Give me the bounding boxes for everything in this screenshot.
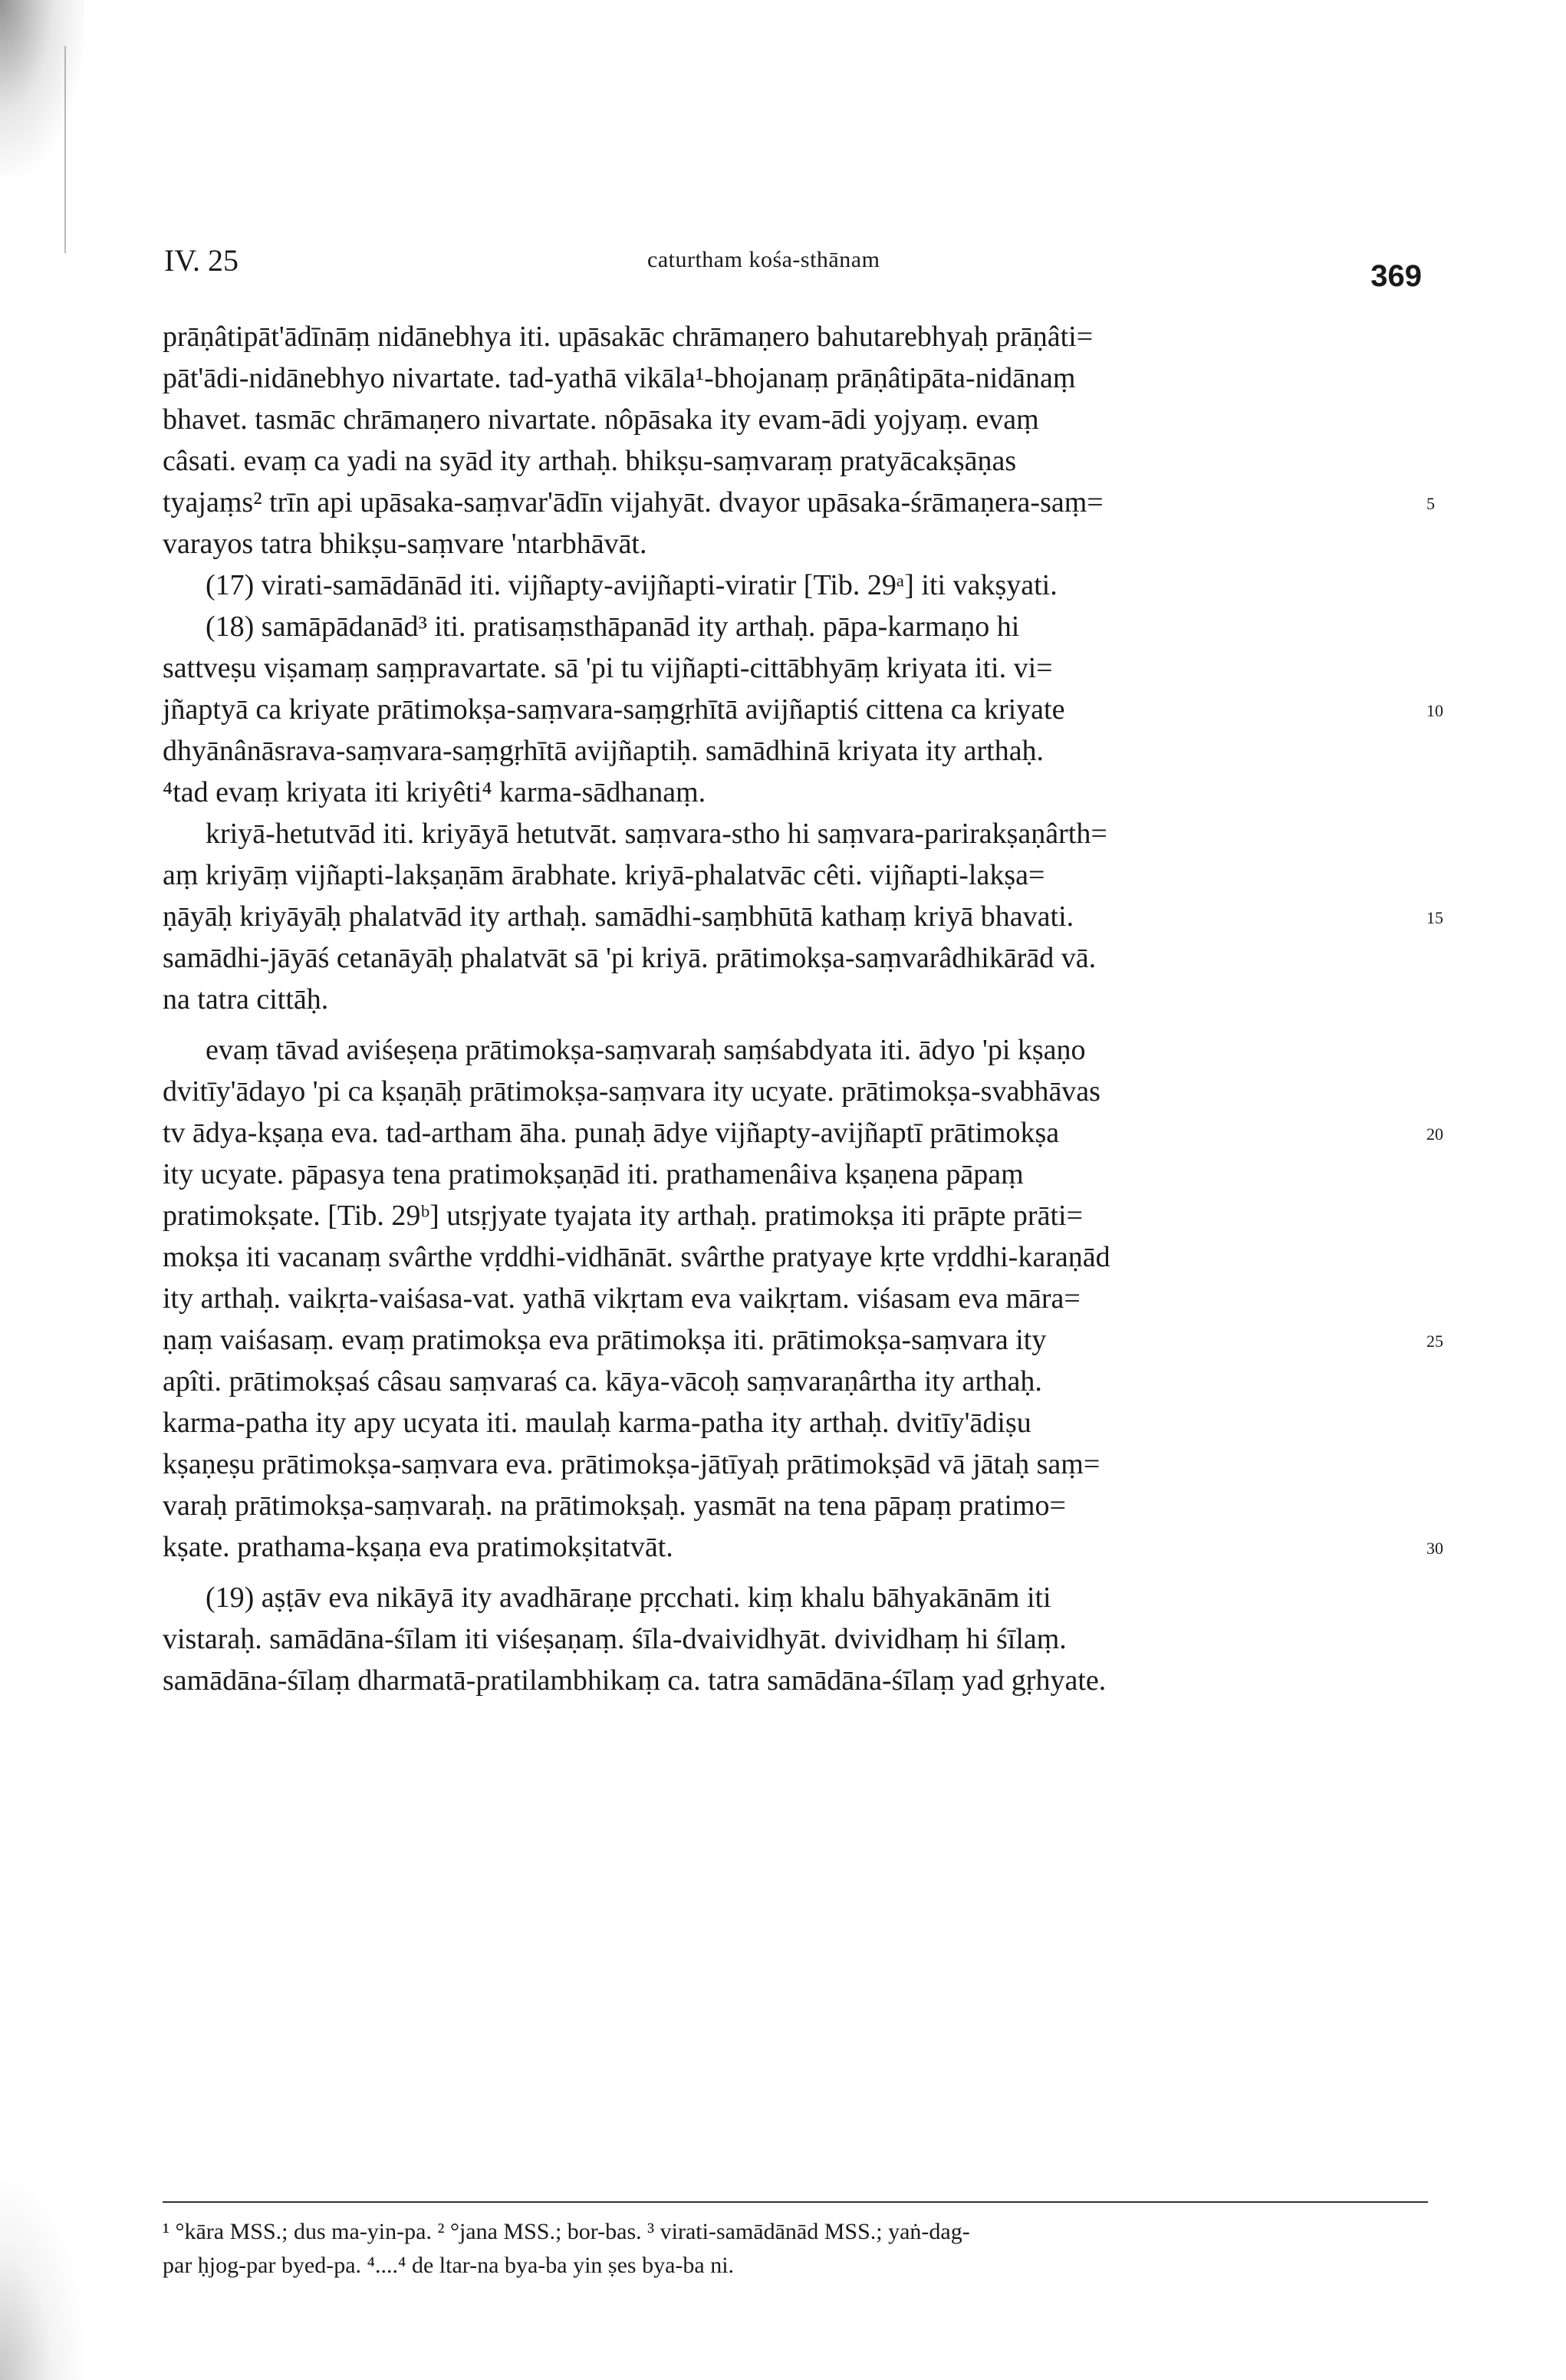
line-text: prāṇâtipāt'ādīnāṃ nidānebhya iti. upāsakāc chrāmaṇero bahutarebhyaḥ prāṇâti= bbox=[163, 321, 1094, 353]
line-text: sattveṣu viṣamaṃ saṃpravartate. sā 'pi tu vijñapti-cittābhyāṃ kriyata iti. vi= bbox=[163, 652, 1053, 684]
footnote-divider bbox=[163, 2201, 1428, 2203]
running-head bbox=[164, 242, 1422, 296]
line-text: (17) virati-samādānād iti. vijñapty-avijñapti-viratir [Tib. 29ᵃ] iti vakṣyati. bbox=[206, 569, 1058, 601]
line-number: 15 bbox=[1426, 908, 1443, 927]
line-text: samādāna-śīlaṃ dharmatā-pratilambhikaṃ ca. tatra samādāna-śīlaṃ yad gṛhyate. bbox=[163, 1664, 1107, 1697]
line-text: pratimokṣate. [Tib. 29ᵇ] utsṛjyate tyajata ity arthaḥ. pratimokṣa iti prāpte prāti= bbox=[163, 1200, 1083, 1232]
text-line bbox=[163, 1443, 1420, 1485]
text-line bbox=[163, 523, 1420, 565]
line-text: bhavet. tasmāc chrāmaṇero nivartate. nôpāsaka ity evam-ādi yojyaṃ. evaṃ bbox=[163, 403, 1039, 436]
line-text: tv ādya-kṣaṇa eva. tad-artham āha. punaḥ ādye vijñapty-avijñaptī prātimokṣa bbox=[163, 1117, 1060, 1149]
page-number: 369 bbox=[1370, 259, 1422, 293]
line-text: jñaptyā ca kriyate prātimokṣa-saṃvara-saṃgṛhītā avijñaptiś cittena ca kriyate bbox=[163, 693, 1065, 726]
text-line bbox=[163, 1071, 1420, 1112]
line-number: 10 bbox=[1426, 701, 1443, 720]
text-line bbox=[163, 1236, 1420, 1278]
text-line bbox=[163, 1526, 1443, 1568]
text-line bbox=[163, 565, 1420, 606]
text-line bbox=[163, 1618, 1420, 1660]
line-text: (19) aṣṭāv eva nikāyā ity avadhāraṇe pṛcchati. kiṃ khalu bāhyakānām iti bbox=[206, 1582, 1051, 1614]
text-line bbox=[163, 1029, 1420, 1071]
text-line bbox=[163, 1577, 1420, 1618]
line-text: dhyānânāsrava-saṃvara-saṃgṛhītā avijñaptiḥ. samādhinā kriyata ity arthaḥ. bbox=[163, 735, 1045, 767]
line-text: na tatra cittāḥ. bbox=[163, 983, 329, 1016]
line-number: 5 bbox=[1426, 494, 1435, 513]
text-line bbox=[163, 1402, 1420, 1443]
text-line bbox=[163, 482, 1435, 523]
text-line bbox=[163, 813, 1420, 854]
line-text: ity arthaḥ. vaikṛta-vaiśasa-vat. yathā vikṛtam eva vaikṛtam. viśasam eva māra= bbox=[163, 1282, 1081, 1315]
text-line bbox=[163, 1195, 1420, 1236]
line-text: câsati. evaṃ ca yadi na syād ity arthaḥ. bhikṣu-saṃvaraṃ pratyācakṣāṇas bbox=[163, 445, 1017, 477]
text-line bbox=[163, 357, 1420, 399]
line-text: ⁴tad evaṃ kriyata iti kriyêti⁴ karma-sādhanaṃ. bbox=[163, 776, 706, 808]
text-line bbox=[163, 1319, 1443, 1361]
line-text: kriyā-hetutvād iti. kriyāyā hetutvāt. saṃvara-stho hi saṃvara-parirakṣaṇârth= bbox=[206, 818, 1107, 850]
text-line bbox=[163, 896, 1443, 937]
text-line bbox=[163, 1112, 1443, 1154]
footnotes bbox=[163, 2215, 1420, 2283]
text-line bbox=[163, 854, 1420, 896]
line-number: 20 bbox=[1426, 1124, 1443, 1144]
line-text: apîti. prātimokṣaś câsau saṃvaraś ca. kāya-vācoḥ saṃvaraṇârtha ity arthaḥ. bbox=[163, 1365, 1042, 1397]
line-text: vistaraḥ. samādāna-śīlam iti viśeṣaṇaṃ. śīla-dvaividhyāt. dvividhaṃ hi śīlaṃ. bbox=[163, 1623, 1067, 1655]
line-text: ity ucyate. pāpasya tena pratimokṣaṇād iti. prathamenâiva kṣaṇena pāpaṃ bbox=[163, 1158, 1024, 1190]
text-line bbox=[163, 937, 1420, 979]
line-text: kṣate. prathama-kṣaṇa eva pratimokṣitatvāt. bbox=[163, 1531, 673, 1563]
line-text: dvitīy'ādayo 'pi ca kṣaṇāḥ prātimokṣa-saṃvara ity ucyate. prātimokṣa-svabhāvas bbox=[163, 1075, 1100, 1108]
text-line bbox=[163, 689, 1443, 730]
text-line bbox=[163, 1361, 1420, 1402]
section-reference: IV. 25 bbox=[164, 243, 239, 278]
line-text: karma-patha ity apy ucyata iti. maulaḥ karma-patha ity arthaḥ. dvitīy'ādiṣu bbox=[163, 1407, 1031, 1439]
page-edge bbox=[64, 46, 66, 253]
text-line bbox=[163, 1485, 1420, 1526]
line-text: varayos tatra bhikṣu-saṃvare 'ntarbhāvāt. bbox=[163, 528, 647, 560]
running-title: caturtham kośa-sthānam bbox=[647, 247, 880, 272]
line-text: varaḥ prātimokṣa-saṃvaraḥ. na prātimokṣaḥ. yasmāt na tena pāpaṃ pratimo= bbox=[163, 1490, 1066, 1522]
scan-shadow-top bbox=[0, 0, 84, 176]
footnote-line: ¹ °kāra MSS.; dus ma-yin-pa. ² °jana MSS.; bor-bas. ³ virati-samādānād MSS.; yaṅ-dag- bbox=[163, 2219, 970, 2244]
text-line bbox=[163, 316, 1420, 357]
text-line bbox=[163, 647, 1420, 689]
text-line bbox=[163, 1154, 1420, 1195]
line-text: (18) samāpādanād³ iti. pratisaṃsthāpanād ity arthaḥ. pāpa-karmaṇo hi bbox=[206, 611, 1020, 643]
line-text: samādhi-jāyāś cetanāyāḥ phalatvāt sā 'pi kriyā. prātimokṣa-saṃvarâdhikārād vā. bbox=[163, 942, 1097, 974]
line-text: kṣaṇeṣu prātimokṣa-saṃvara eva. prātimokṣa-jātīyaḥ prātimokṣād vā jātaḥ saṃ= bbox=[163, 1448, 1100, 1480]
line-text: aṃ kriyāṃ vijñapti-lakṣaṇām ārabhate. kriyā-phalatvāc cêti. vijñapti-lakṣa= bbox=[163, 859, 1045, 891]
text-line bbox=[163, 730, 1420, 772]
text-line bbox=[163, 399, 1420, 440]
line-number: 25 bbox=[1426, 1332, 1443, 1351]
line-text: pāt'ādi-nidānebhyo nivartate. tad-yathā vikāla¹-bhojanaṃ prāṇâtipāta-nidānaṃ bbox=[163, 362, 1076, 394]
line-text: evaṃ tāvad aviśeṣeṇa prātimokṣa-saṃvaraḥ saṃśabdyata iti. ādyo 'pi kṣaṇo bbox=[206, 1034, 1086, 1066]
text-line bbox=[163, 1660, 1420, 1701]
scan-shadow-bottom bbox=[0, 2181, 84, 2380]
line-text: ṇāyāḥ kriyāyāḥ phalatvād ity arthaḥ. samādhi-saṃbhūtā kathaṃ kriyā bhavati. bbox=[163, 900, 1074, 933]
text-line bbox=[163, 440, 1420, 482]
line-text: mokṣa iti vacanaṃ svârthe vṛddhi-vidhānāt. svârthe pratyaye kṛte vṛddhi-karaṇād bbox=[163, 1241, 1110, 1273]
line-text: tyajaṃs² trīn api upāsaka-saṃvar'ādīn vijahyāt. dvayor upāsaka-śrāmaṇera-saṃ= bbox=[163, 486, 1104, 518]
line-number: 30 bbox=[1426, 1539, 1443, 1558]
text-line bbox=[163, 606, 1420, 647]
footnote-line: par ḥjog-par byed-pa. ⁴....⁴ de ltar-na bya-ba yin ṣes bya-ba ni. bbox=[163, 2253, 735, 2278]
text-line bbox=[163, 979, 1420, 1020]
text-line bbox=[163, 1278, 1420, 1319]
main-text bbox=[163, 316, 1443, 1701]
line-text: ṇaṃ vaiśasaṃ. evaṃ pratimokṣa eva prātimokṣa iti. prātimokṣa-saṃvara ity bbox=[163, 1324, 1047, 1356]
text-line bbox=[163, 772, 1420, 813]
